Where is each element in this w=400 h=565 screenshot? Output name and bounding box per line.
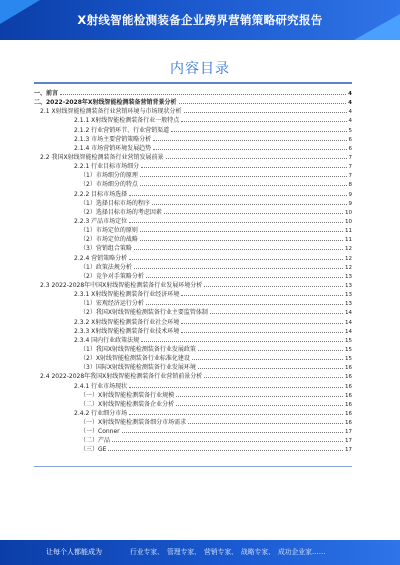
toc-entry[interactable] (34, 399, 352, 408)
toc-entry[interactable] (34, 125, 352, 134)
toc-entry[interactable] (34, 143, 352, 152)
toc-entry[interactable] (34, 298, 352, 307)
toc-leader-dots (141, 161, 346, 168)
toc-entry[interactable] (34, 179, 352, 188)
toc-entry-label: 2.4.2 行业细分市场 (74, 409, 128, 417)
toc-leader-dots (179, 97, 347, 104)
toc-entry-page: 17 (345, 447, 352, 454)
toc-entry[interactable] (34, 280, 352, 289)
toc-entry-page: 9 (348, 200, 352, 207)
toc-entry-page: 9 (348, 191, 352, 198)
toc-entry[interactable] (34, 408, 352, 417)
toc-entry-label: （一）X射线智能检测装备行业规模 (80, 391, 175, 399)
toc-entry[interactable] (34, 115, 352, 124)
toc-entry-page: 10 (345, 209, 352, 216)
toc-entry[interactable] (34, 307, 352, 316)
toc-entry-label: 2.2.4 营销策略分析 (74, 254, 128, 262)
toc-entry-page: 4 (348, 100, 352, 107)
toc-leader-dots (140, 234, 343, 241)
toc-entry-page: 4 (348, 109, 352, 116)
toc-leader-dots (192, 353, 343, 360)
toc-entry-label: （3）国际X射线智能检测装备行业发展环境 (80, 364, 196, 372)
toc-entry-page: 11 (345, 237, 352, 244)
toc-entry-page: 16 (345, 383, 352, 390)
toc-entry[interactable] (34, 170, 352, 179)
toc-entry[interactable] (34, 371, 352, 380)
toc-entry[interactable] (34, 289, 352, 298)
toc-entry-page: 8 (348, 182, 352, 189)
toc-entry-page: 13 (345, 301, 352, 308)
toc-entry-page: 6 (348, 136, 352, 143)
toc-entry-page: 13 (345, 292, 352, 299)
toc-entry[interactable] (34, 326, 352, 335)
toc-leader-dots (146, 298, 343, 305)
toc-entry-page: 7 (348, 154, 352, 161)
toc-heading: 内容目录 (170, 61, 230, 77)
toc-entry-label: 2.1.3 市场主要营销策略分析 (74, 135, 152, 143)
toc-leader-dots (198, 344, 343, 351)
toc-entry-label: 2.1.1 X射线智能检测装备行业一般特点 (74, 117, 180, 125)
toc-entry[interactable] (34, 97, 352, 106)
toc-entry[interactable] (34, 216, 352, 225)
toc-entry-page: 12 (345, 264, 352, 271)
toc-entry[interactable] (34, 444, 352, 453)
toc-entry-label: （1）选择目标市场的程序 (80, 199, 150, 207)
toc-entry-label: （1）市场细分的原理 (80, 172, 138, 180)
toc-leader-dots (164, 207, 343, 214)
toc-entry[interactable] (34, 271, 352, 280)
toc-entry[interactable] (34, 198, 352, 207)
toc-entry-label: （二）X射线智能检测装备企业分析 (80, 400, 175, 408)
toc-entry-label: 2.2.2 目标市场选择 (74, 190, 128, 198)
toc-entry-label: （2）竞争对手策略分析 (80, 272, 144, 280)
toc-entry-label: （1）政策法规分析 (80, 263, 132, 271)
toc-entry-page: 15 (345, 356, 352, 363)
toc-leader-dots (129, 381, 343, 388)
toc-leader-dots (181, 317, 343, 324)
toc-leader-dots (152, 198, 347, 205)
toc-entry-page: 4 (348, 118, 352, 125)
toc-leader-dots (181, 326, 343, 333)
toc-entry-page: 14 (345, 328, 352, 335)
toc-entry-label: 2.4 2022-2028年我国X射线智能检测装备行业营销前景分析 (40, 373, 203, 381)
footer-tag: 营销专家、 (203, 548, 238, 556)
toc-entry-label: 2.2.3 产品市场定位 (74, 217, 128, 225)
toc-entry-page: 14 (345, 319, 352, 326)
toc-entry-label: 2.3.3 X射线智能检测装备行业技术环境 (74, 327, 180, 335)
toc-entry-page: 12 (345, 246, 352, 253)
toc-entry[interactable] (34, 262, 352, 271)
toc-leader-dots (140, 170, 347, 177)
footer-tag: 行业专家、 (130, 548, 164, 556)
toc-leader-dots (210, 307, 343, 314)
toc-leader-dots (129, 408, 343, 415)
toc-entry-label: 2.3.2 X射线智能检测装备行业社会环境 (74, 318, 180, 326)
toc-leader-dots (204, 280, 343, 287)
toc-entry-label: （2）X射线智能检测装备行业标准化建设 (80, 355, 190, 363)
toc-entry-label: （2）我国X射线智能检测装备行业主要监管体制 (80, 309, 208, 317)
toc-entry-page: 7 (348, 173, 352, 180)
toc-leader-dots (122, 426, 343, 433)
header-banner (0, 0, 400, 40)
document-title: X射线智能检测装备企业跨界营销策略研究报告 (77, 13, 323, 27)
toc-entry-label: （1）宏观经济运行分析 (80, 300, 144, 308)
toc-entry-label: 2.3.1 X射线智能检测装备行业经济环境 (74, 291, 180, 299)
toc-entry[interactable] (34, 344, 352, 353)
footer-tags (130, 540, 329, 565)
toc-entry[interactable] (34, 225, 352, 234)
toc-entry[interactable] (34, 317, 352, 326)
toc-leader-dots (176, 399, 343, 406)
toc-entry[interactable] (34, 234, 352, 243)
toc-entry[interactable] (34, 335, 352, 344)
toc-entry-page: 16 (345, 374, 352, 381)
toc-entry-page: 5 (348, 127, 352, 134)
toc-leader-dots (204, 371, 343, 378)
toc-entry-label: 2.3.4 国内行业政策法规 (74, 336, 140, 344)
toc-leader-dots (188, 417, 343, 424)
footer-slogan: 让每个人都能成为 (46, 548, 102, 556)
toc-leader-dots (140, 225, 343, 232)
toc-leader-dots (166, 152, 347, 159)
toc-leader-dots (153, 143, 346, 150)
toc-leader-dots (129, 253, 343, 260)
footer-banner (0, 540, 400, 565)
toc-entry[interactable] (34, 435, 352, 444)
toc-entry-page: 16 (345, 365, 352, 372)
toc-entry[interactable] (34, 161, 352, 170)
toc-entry[interactable] (34, 134, 352, 143)
toc-entry[interactable] (34, 106, 352, 115)
toc-entry-page: 16 (345, 392, 352, 399)
toc-entry[interactable] (34, 417, 352, 426)
toc-leader-dots (141, 335, 343, 342)
toc-entry-page: 16 (345, 410, 352, 417)
toc-entry[interactable] (34, 390, 352, 399)
toc-entry-label: （3）营销组合策略 (80, 245, 132, 253)
toc-entry-page: 7 (348, 164, 352, 171)
toc-bottom-rule (34, 466, 352, 467)
toc-entry[interactable] (34, 353, 352, 362)
toc-leader-dots (140, 179, 347, 186)
toc-entry-page: 4 (348, 91, 352, 97)
toc-leader-dots (112, 435, 343, 442)
toc-entry-page: 16 (345, 420, 352, 427)
toc-entry-label: （2）选择目标市场的考虑因素 (80, 208, 162, 216)
toc-entry-label: （1）市场定位的原则 (80, 227, 138, 235)
toc-top-rule (34, 82, 352, 84)
footer-tag: 战略专家、 (240, 548, 275, 556)
toc-leader-dots (146, 271, 343, 278)
toc-entry-label: （1）我国X射线智能检测装备行业发展政策 (80, 345, 196, 353)
toc-entry-label: （三）GE (80, 446, 107, 454)
toc-leader-dots (134, 262, 343, 269)
toc-entry[interactable] (34, 189, 352, 198)
toc-entry-label: 2.2.1 行业目标市场细分 (74, 163, 140, 171)
toc-leader-dots (108, 444, 343, 451)
toc-entry-label: 2.1.4 市场营销环境发展趋势 (74, 144, 152, 152)
toc-entry-label: 2.1 X射线智能检测装备行业营销环境与市场现状分析 (40, 108, 182, 116)
toc-entry-page: 17 (345, 429, 352, 436)
toc-entry[interactable] (34, 426, 352, 435)
toc-entry-label: （2）市场定位的战略 (80, 236, 138, 244)
toc-entry[interactable] (34, 381, 352, 390)
toc-entry-page: 6 (348, 145, 352, 152)
toc-entry-label: （一）Conner (80, 428, 120, 436)
toc-entry-page: 15 (345, 346, 352, 353)
toc-entry-label: （2）市场细分的特点 (80, 181, 138, 189)
toc-entry-page: 17 (345, 438, 352, 445)
table-of-contents (34, 88, 352, 454)
footer-tag: 管理专家、 (166, 548, 201, 556)
toc-entry-label: 2.1.2 行业营销环节、行业营销渠道 (74, 126, 170, 134)
toc-entry-label: 2.2 我国X射线智能检测装备行业营销发展前景 (40, 153, 164, 161)
toc-leader-dots (184, 106, 347, 113)
toc-leader-dots (198, 362, 343, 369)
toc-entry-label: 一、前言 (34, 90, 59, 97)
toc-entry-page: 13 (345, 282, 352, 289)
toc-entry[interactable] (34, 243, 352, 252)
toc-entry[interactable] (34, 253, 352, 262)
toc-leader-dots (171, 125, 346, 132)
toc-entry-page: 16 (345, 401, 352, 408)
toc-entry-page: 13 (345, 273, 352, 280)
toc-entry-label: （一）X射线智能检测装备细分市场需求 (80, 419, 187, 427)
toc-entry-label: 2.3 2022-2028年中国X射线智能检测装备行业发展环境分析 (40, 281, 203, 289)
toc-leader-dots (134, 243, 343, 250)
toc-entry[interactable] (34, 88, 352, 97)
toc-entry-page: 12 (345, 255, 352, 262)
toc-leader-dots (60, 88, 346, 95)
toc-entry-page: 11 (345, 228, 352, 235)
toc-entry[interactable] (34, 362, 352, 371)
toc-entry-page: 14 (345, 310, 352, 317)
toc-leader-dots (153, 134, 346, 141)
toc-entry-page: 10 (345, 218, 352, 225)
toc-leader-dots (129, 189, 346, 196)
toc-entry-label: （二）产品 (80, 437, 111, 445)
toc-leader-dots (129, 216, 343, 223)
toc-leader-dots (176, 390, 343, 397)
toc-entry-page: 15 (345, 337, 352, 344)
footer-tag: 成功企业家…… (277, 548, 326, 556)
toc-entry[interactable] (34, 152, 352, 161)
toc-entry-label: 二、2022-2028年X射线智能检测装备营销背景分析 (34, 99, 177, 107)
toc-entry-label: 2.4.1 行业市场现状 (74, 382, 128, 390)
toc-leader-dots (181, 115, 346, 122)
toc-leader-dots (181, 289, 343, 296)
toc-entry[interactable] (34, 207, 352, 216)
